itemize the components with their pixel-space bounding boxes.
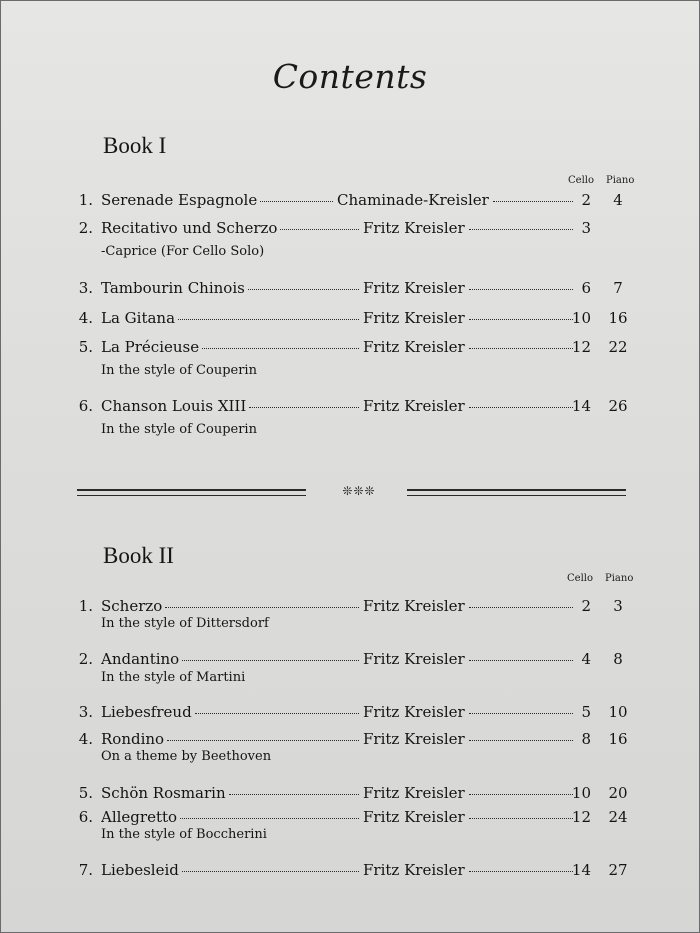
leader-dots	[248, 288, 359, 290]
cello-page: 5	[581, 703, 591, 721]
ornament-icon: ❊❊❊	[342, 484, 376, 498]
cello-page: 6	[581, 279, 591, 297]
leader-dots	[260, 200, 333, 202]
piano-page: 24	[608, 808, 628, 826]
entry-title: Scherzo	[101, 597, 163, 615]
piano-page: 20	[608, 784, 628, 802]
leader-dots	[280, 228, 359, 230]
entry-number: 1.	[78, 191, 93, 209]
book-1-heading: Book I	[103, 133, 167, 158]
leader-dots	[469, 606, 573, 608]
piano-page: 22	[608, 338, 628, 356]
piano-page: 27	[608, 861, 628, 879]
piano-page: 26	[608, 397, 628, 415]
toc-entry[interactable]	[1, 861, 700, 883]
entry-subtitle: In the style of Martini	[101, 670, 246, 685]
book-2-piano-header: Piano	[605, 573, 634, 584]
entry-subtitle: In the style of Boccherini	[101, 827, 267, 842]
cello-page: 4	[581, 650, 591, 668]
cello-page: 8	[581, 730, 591, 748]
entry-title: Tambourin Chinois	[101, 279, 245, 297]
page-title: Contents	[272, 57, 428, 96]
entry-title: La Gitana	[101, 309, 176, 327]
entry-number: 2.	[78, 650, 93, 668]
leader-dots	[469, 793, 573, 795]
entry-title: Schön Rosmarin	[101, 784, 226, 802]
toc-entry[interactable]	[1, 784, 700, 806]
cello-page: 12	[571, 808, 591, 826]
toc-entry[interactable]	[1, 703, 700, 725]
leader-dots	[469, 406, 573, 408]
leader-dots	[469, 870, 573, 872]
toc-entry[interactable]	[1, 309, 700, 331]
toc-entry[interactable]	[1, 279, 700, 301]
piano-page: 7	[613, 279, 623, 297]
entry-number: 4.	[78, 309, 93, 327]
cello-page: 10	[571, 784, 591, 802]
entry-composer: Fritz Kreisler	[363, 808, 465, 826]
piano-page: 16	[608, 730, 628, 748]
toc-entry[interactable]	[1, 338, 700, 360]
toc-entry[interactable]	[1, 397, 700, 419]
entry-composer: Fritz Kreisler	[363, 703, 465, 721]
cello-page: 14	[571, 861, 591, 879]
piano-page: 8	[613, 650, 623, 668]
book-2-heading: Book II	[103, 543, 174, 568]
cello-page: 14	[571, 397, 591, 415]
leader-dots	[469, 817, 573, 819]
entry-composer: Fritz Kreisler	[363, 597, 465, 615]
leader-dots	[167, 739, 359, 741]
leader-dots	[469, 739, 573, 741]
entry-subtitle: In the style of Dittersdorf	[101, 616, 269, 631]
entry-title: Andantino	[101, 650, 180, 668]
leader-dots	[469, 318, 573, 320]
piano-page: 3	[613, 597, 623, 615]
leader-dots	[469, 228, 573, 230]
divider-rule-left	[77, 489, 306, 496]
entry-title: Liebesleid	[101, 861, 179, 879]
cello-page: 3	[581, 219, 591, 237]
entry-number: 6.	[78, 397, 93, 415]
piano-page: 4	[613, 191, 623, 209]
entry-title: Allegretto	[101, 808, 178, 826]
entry-number: 4.	[78, 730, 93, 748]
entry-number: 3.	[78, 279, 93, 297]
entry-number: 6.	[78, 808, 93, 826]
entry-composer: Fritz Kreisler	[363, 219, 465, 237]
leader-dots	[469, 659, 573, 661]
entry-composer: Fritz Kreisler	[363, 309, 465, 327]
book-1-cello-header: Cello	[568, 175, 594, 186]
entry-composer: Fritz Kreisler	[363, 650, 465, 668]
piano-page: 16	[608, 309, 628, 327]
leader-dots	[249, 406, 359, 408]
entry-number: 7.	[78, 861, 93, 879]
entry-composer: Fritz Kreisler	[363, 338, 465, 356]
leader-dots	[182, 659, 359, 661]
leader-dots	[182, 870, 359, 872]
entry-number: 5.	[78, 784, 93, 802]
entry-composer: Fritz Kreisler	[363, 861, 465, 879]
leader-dots	[180, 817, 359, 819]
leader-dots	[229, 793, 359, 795]
entry-number: 5.	[78, 338, 93, 356]
entry-number: 3.	[78, 703, 93, 721]
entry-title: Recitativo und Scherzo	[101, 219, 278, 237]
cello-page: 10	[571, 309, 591, 327]
book-2-cello-header: Cello	[567, 573, 593, 584]
entry-subtitle: -Caprice (For Cello Solo)	[101, 244, 265, 259]
toc-entry[interactable]	[1, 650, 700, 672]
cello-page: 2	[581, 597, 591, 615]
leader-dots	[469, 288, 573, 290]
cello-page: 12	[571, 338, 591, 356]
leader-dots	[469, 347, 573, 349]
entry-number: 1.	[78, 597, 93, 615]
toc-entry[interactable]	[1, 219, 700, 241]
leader-dots	[469, 712, 573, 714]
leader-dots	[195, 712, 359, 714]
entry-title: La Précieuse	[101, 338, 200, 356]
cello-page: 2	[581, 191, 591, 209]
entry-subtitle: On a theme by Beethoven	[101, 749, 272, 764]
leader-dots	[493, 200, 573, 202]
toc-entry[interactable]	[1, 191, 700, 213]
entry-composer: Chaminade-Kreisler	[337, 191, 489, 209]
book-1-piano-header: Piano	[606, 175, 635, 186]
entry-subtitle: In the style of Couperin	[101, 363, 257, 378]
entry-title: Chanson Louis XIII	[101, 397, 247, 415]
leader-dots	[178, 318, 359, 320]
entry-title: Rondino	[101, 730, 165, 748]
entry-composer: Fritz Kreisler	[363, 784, 465, 802]
entry-composer: Fritz Kreisler	[363, 397, 465, 415]
divider-rule-right	[407, 489, 626, 496]
leader-dots	[165, 606, 359, 608]
entry-subtitle: In the style of Couperin	[101, 422, 257, 437]
entry-composer: Fritz Kreisler	[363, 279, 465, 297]
leader-dots	[202, 347, 359, 349]
piano-page: 10	[608, 703, 628, 721]
entry-title: Serenade Espagnole	[101, 191, 258, 209]
entry-number: 2.	[78, 219, 93, 237]
entry-composer: Fritz Kreisler	[363, 730, 465, 748]
entry-title: Liebesfreud	[101, 703, 192, 721]
